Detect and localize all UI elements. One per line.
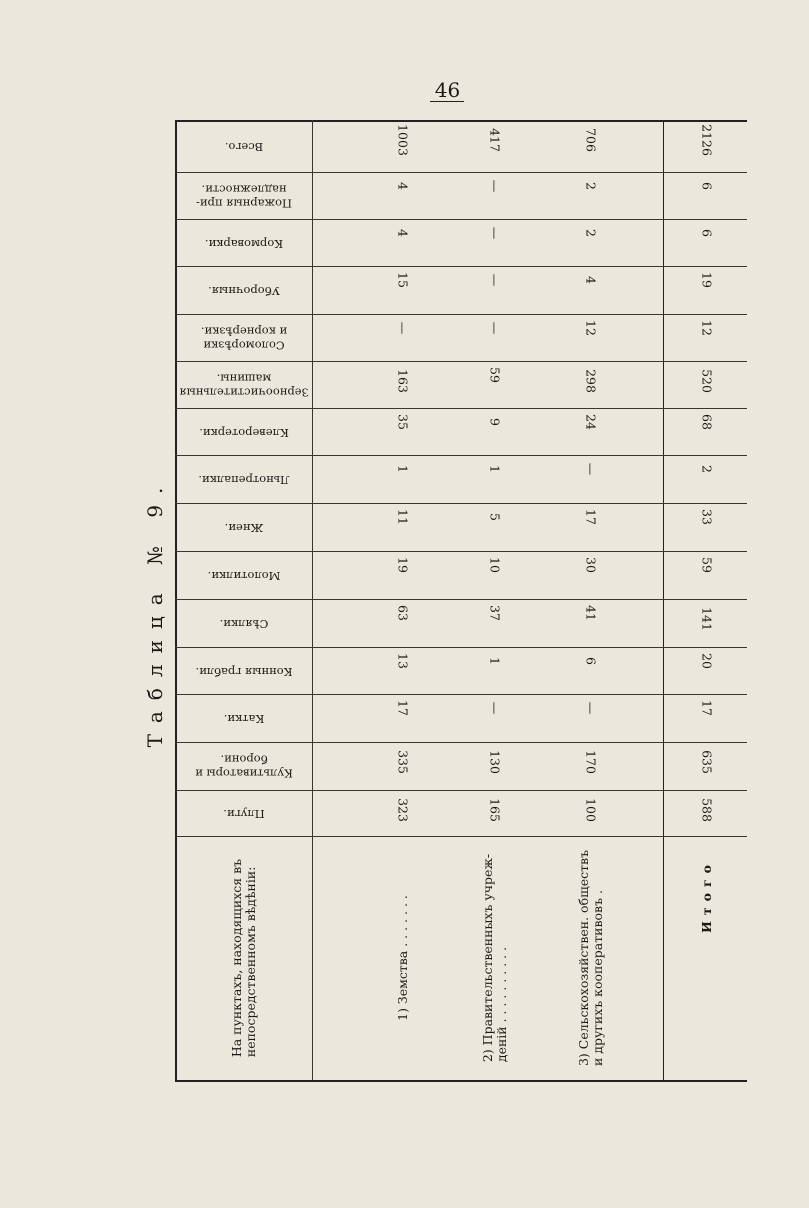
column-header-line: Всего. — [224, 139, 263, 154]
table-cell: 2 — [583, 229, 599, 237]
column-header — [208, 283, 280, 297]
column-rule — [175, 219, 747, 220]
column-header-line: борони. — [219, 753, 268, 767]
total-cell: 635 — [699, 750, 715, 774]
table-cell: — — [583, 701, 599, 715]
table-cell: 9 — [487, 418, 503, 426]
total-cell: 2126 — [699, 124, 715, 156]
total-cell: 33 — [699, 509, 715, 525]
column-header — [199, 425, 289, 439]
stub-header — [230, 859, 258, 1057]
table-rule — [175, 120, 747, 122]
total-cell: 6 — [699, 229, 715, 237]
column-header — [223, 806, 264, 820]
table-cell: 12 — [583, 320, 599, 336]
row-label-line: 1) Земства . . . . . . . — [395, 895, 410, 1021]
table-cell: 130 — [487, 750, 503, 774]
data-table — [175, 120, 747, 1085]
column-header-line: Соломорѣзки — [202, 338, 285, 352]
table-cell: 417 — [487, 128, 503, 152]
total-cell: 17 — [699, 700, 715, 716]
column-header-line: надлежности. — [201, 182, 287, 197]
column-header — [207, 568, 280, 582]
page-number: 46 — [434, 78, 461, 102]
table-cell: 35 — [395, 414, 411, 430]
table-cell: 63 — [395, 605, 411, 621]
table-cell: — — [487, 701, 503, 715]
total-cell: 6 — [699, 182, 715, 190]
stub-header-line: На пунктахъ, находящихся въ — [228, 858, 244, 1058]
page-number-underline — [430, 101, 464, 102]
column-header-line: Зерноочистительныя — [178, 385, 309, 399]
stub-header-line: непосредственномъ вѣдѣніи: — [242, 866, 258, 1058]
table-cell: 163 — [395, 369, 411, 393]
table-cell: — — [487, 179, 503, 193]
table-cell: 323 — [395, 798, 411, 822]
table-cell: 4 — [395, 182, 411, 190]
table-cell: — — [583, 462, 599, 476]
total-cell: 19 — [699, 272, 715, 288]
table-cell: 100 — [583, 798, 599, 822]
row-label-line: 3) Сельскохозяйствен. обществъ — [576, 849, 591, 1067]
column-header-line: Молотилки. — [207, 568, 280, 583]
column-header — [200, 324, 286, 351]
column-header — [195, 753, 293, 780]
table-cell: 6 — [583, 657, 599, 665]
table-cell: 19 — [395, 557, 411, 573]
column-rule — [175, 172, 747, 173]
table-cell: 298 — [583, 369, 599, 393]
column-rule — [175, 361, 747, 362]
total-cell: 141 — [699, 607, 715, 631]
table-cell: 59 — [487, 367, 503, 383]
table-cell: 1 — [487, 657, 503, 665]
total-cell: 68 — [699, 414, 715, 430]
column-header — [219, 616, 268, 630]
column-rule — [175, 647, 747, 648]
column-rule — [175, 503, 747, 504]
table-cell: 13 — [395, 653, 411, 669]
table-cell: 41 — [583, 605, 599, 621]
column-header — [195, 664, 292, 678]
table-cell: 5 — [487, 513, 503, 521]
column-header-line: Льнотрепалки. — [197, 472, 290, 487]
table-cell: 1 — [395, 465, 411, 473]
column-header-line: Культиваторы и — [194, 766, 293, 781]
table-cell: 37 — [487, 605, 503, 621]
row-label-line: деній . . . . . . . . . . — [494, 946, 509, 1063]
column-header-line: Плуги. — [222, 806, 265, 821]
column-header — [223, 711, 264, 725]
table-cell: 4 — [395, 229, 411, 237]
column-header — [224, 520, 263, 534]
table-cell: 1003 — [395, 124, 411, 156]
table-cell: 170 — [583, 750, 599, 774]
column-header-line: Катки. — [223, 711, 264, 726]
column-header-line: и корнерѣзки. — [200, 324, 287, 339]
column-rule — [175, 408, 747, 409]
total-cell: 59 — [699, 557, 715, 573]
table-rule — [175, 120, 177, 1080]
column-rule — [175, 314, 747, 315]
column-header-line: машины. — [216, 371, 271, 386]
table-cell: 1 — [487, 465, 503, 473]
table-rule — [312, 120, 313, 1080]
table-cell: 17 — [395, 700, 411, 716]
column-header — [179, 371, 308, 398]
table-cell: 10 — [487, 557, 503, 573]
column-header — [224, 139, 262, 153]
total-cell: 2 — [699, 465, 715, 473]
row-label — [577, 850, 605, 1066]
total-cell: 588 — [699, 798, 715, 822]
total-cell: 520 — [699, 369, 715, 393]
column-header-line: Жнеи. — [224, 520, 263, 535]
table-title-text: Таблица № 9. — [143, 476, 167, 748]
column-rule — [175, 742, 747, 743]
column-rule — [175, 266, 747, 267]
column-rule — [175, 694, 747, 695]
table-rule — [663, 120, 664, 1080]
table-cell: 706 — [583, 128, 599, 152]
column-header — [204, 236, 282, 250]
column-header-line: Кормоварки. — [204, 236, 283, 251]
table-cell: — — [487, 226, 503, 240]
row-label-line: Итого — [699, 859, 714, 933]
table-cell: 165 — [487, 798, 503, 822]
column-header-line: Конныя грабли. — [194, 664, 293, 679]
table-cell: — — [487, 273, 503, 287]
row-label — [396, 895, 410, 1021]
total-row-label — [700, 859, 714, 933]
column-rule — [175, 836, 747, 837]
column-rule — [175, 455, 747, 456]
total-cell: 20 — [699, 653, 715, 669]
row-label-line: 2) Правительственныхъ учреж- — [480, 853, 495, 1063]
column-header-line: Сѣялки. — [219, 616, 268, 631]
column-rule — [175, 599, 747, 600]
table-cell: 2 — [583, 182, 599, 190]
table-cell: — — [395, 321, 411, 335]
total-cell: 12 — [699, 320, 715, 336]
column-header-line: Уборочныя. — [207, 283, 280, 298]
table-cell: 24 — [583, 414, 599, 430]
column-header-line: Клеверотерки. — [198, 425, 289, 440]
table-cell: 15 — [395, 272, 411, 288]
column-header-line: Пожарныя при- — [195, 196, 292, 210]
column-rule — [175, 790, 747, 791]
row-label-line: и другихъ кооперативовъ . — [590, 890, 605, 1067]
table-rule — [175, 1080, 747, 1082]
column-rule — [175, 551, 747, 552]
table-cell: 11 — [395, 509, 411, 525]
column-header — [198, 472, 289, 486]
table-cell: 30 — [583, 557, 599, 573]
table-cell: 17 — [583, 509, 599, 525]
table-cell: 335 — [395, 750, 411, 774]
column-header — [195, 182, 291, 209]
row-label — [481, 854, 509, 1062]
table-cell: — — [487, 321, 503, 335]
table-cell: 4 — [583, 276, 599, 284]
